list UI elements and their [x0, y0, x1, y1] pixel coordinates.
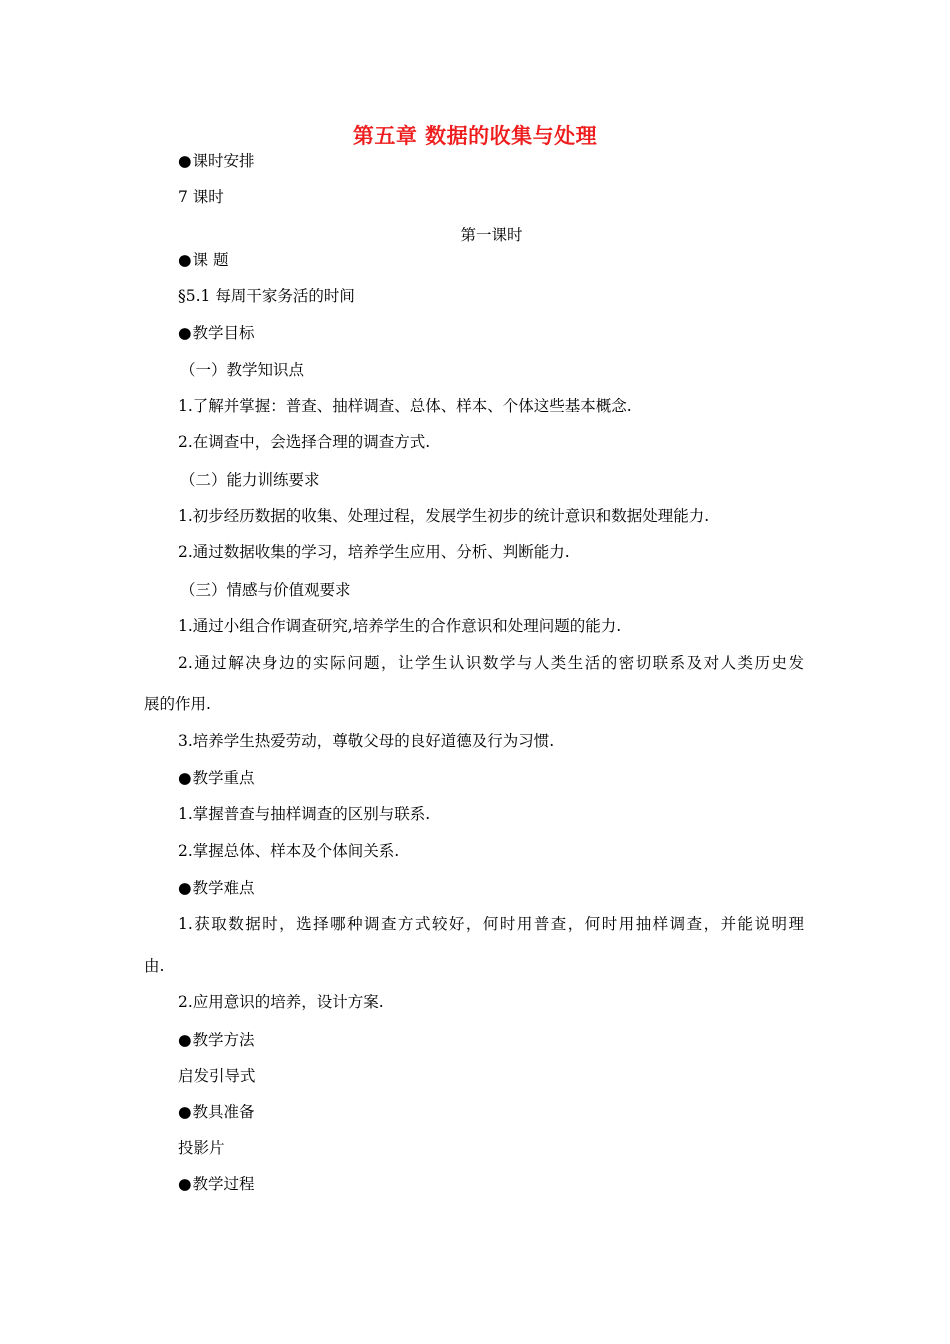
subheading: （三）情感与价值观要求: [180, 581, 351, 599]
bullet-icon: ●: [178, 152, 192, 170]
heading-method: [178, 1029, 255, 1051]
heading-tools: [178, 1101, 255, 1123]
bullet-icon: ●: [178, 879, 192, 897]
heading-text: 教学过程: [192, 1175, 255, 1193]
paragraph-continuation: 展的作用.: [144, 695, 211, 713]
heading-schedule: [178, 150, 255, 172]
section-subtitle: 第一课时: [460, 226, 523, 244]
paragraph: 1.通过小组合作调查研究,培养学生的合作意识和处理问题的能力.: [178, 617, 622, 635]
heading-goals: [178, 322, 255, 344]
bullet-icon: ●: [178, 1103, 192, 1121]
paragraph: 1.掌握普查与抽样调查的区别与联系.: [178, 805, 431, 823]
subheading: （二）能力训练要求: [180, 471, 320, 489]
paragraph: 启发引导式: [178, 1067, 256, 1085]
heading-text: 课时安排: [192, 152, 255, 170]
bullet-icon: ●: [178, 251, 192, 269]
heading-text: 教学重点: [192, 769, 255, 787]
bullet-icon: ●: [178, 769, 192, 787]
heading-text: 教学难点: [192, 879, 255, 897]
paragraph: 7 课时: [178, 188, 224, 206]
heading-text: 课 题: [192, 251, 229, 269]
paragraph: 1.了解并掌握：普查、抽样调查、总体、样本、个体这些基本概念.: [178, 397, 632, 415]
heading-text: 教具准备: [192, 1103, 255, 1121]
paragraph: 3.培养学生热爱劳动，尊敬父母的良好道德及行为习惯.: [178, 732, 555, 750]
paragraph: 2.掌握总体、样本及个体间关系.: [178, 842, 400, 860]
bullet-icon: ●: [178, 1031, 192, 1049]
paragraph: 2.应用意识的培养，设计方案.: [178, 993, 384, 1011]
heading-process: [178, 1173, 255, 1195]
chapter-title: 第五章 数据的收集与处理: [352, 123, 598, 148]
heading-text: 教学方法: [192, 1031, 255, 1049]
paragraph: 1.获取数据时，选择哪种调查方式较好，何时用普查，何时用抽样调查，并能说明理: [178, 915, 804, 933]
paragraph: 投影片: [178, 1139, 225, 1157]
paragraph: 2.通过数据收集的学习，培养学生应用、分析、判断能力.: [178, 543, 570, 561]
paragraph: §5.1 每周干家务活的时间: [178, 287, 355, 305]
bullet-icon: ●: [178, 324, 192, 342]
paragraph-continuation: 由.: [144, 957, 165, 975]
heading-text: 教学目标: [192, 324, 255, 342]
heading-difficulties: [178, 877, 255, 899]
bullet-icon: ●: [178, 1175, 192, 1193]
paragraph: 1.初步经历数据的收集、处理过程，发展学生初步的统计意识和数据处理能力.: [178, 507, 710, 525]
subheading: （一）教学知识点: [180, 361, 305, 379]
paragraph: 2.在调查中，会选择合理的调查方式.: [178, 433, 431, 451]
heading-key-points: [178, 767, 255, 789]
heading-topic: [178, 249, 228, 271]
paragraph: 2.通过解决身边的实际问题，让学生认识数学与人类生活的密切联系及对人类历史发: [178, 654, 804, 672]
